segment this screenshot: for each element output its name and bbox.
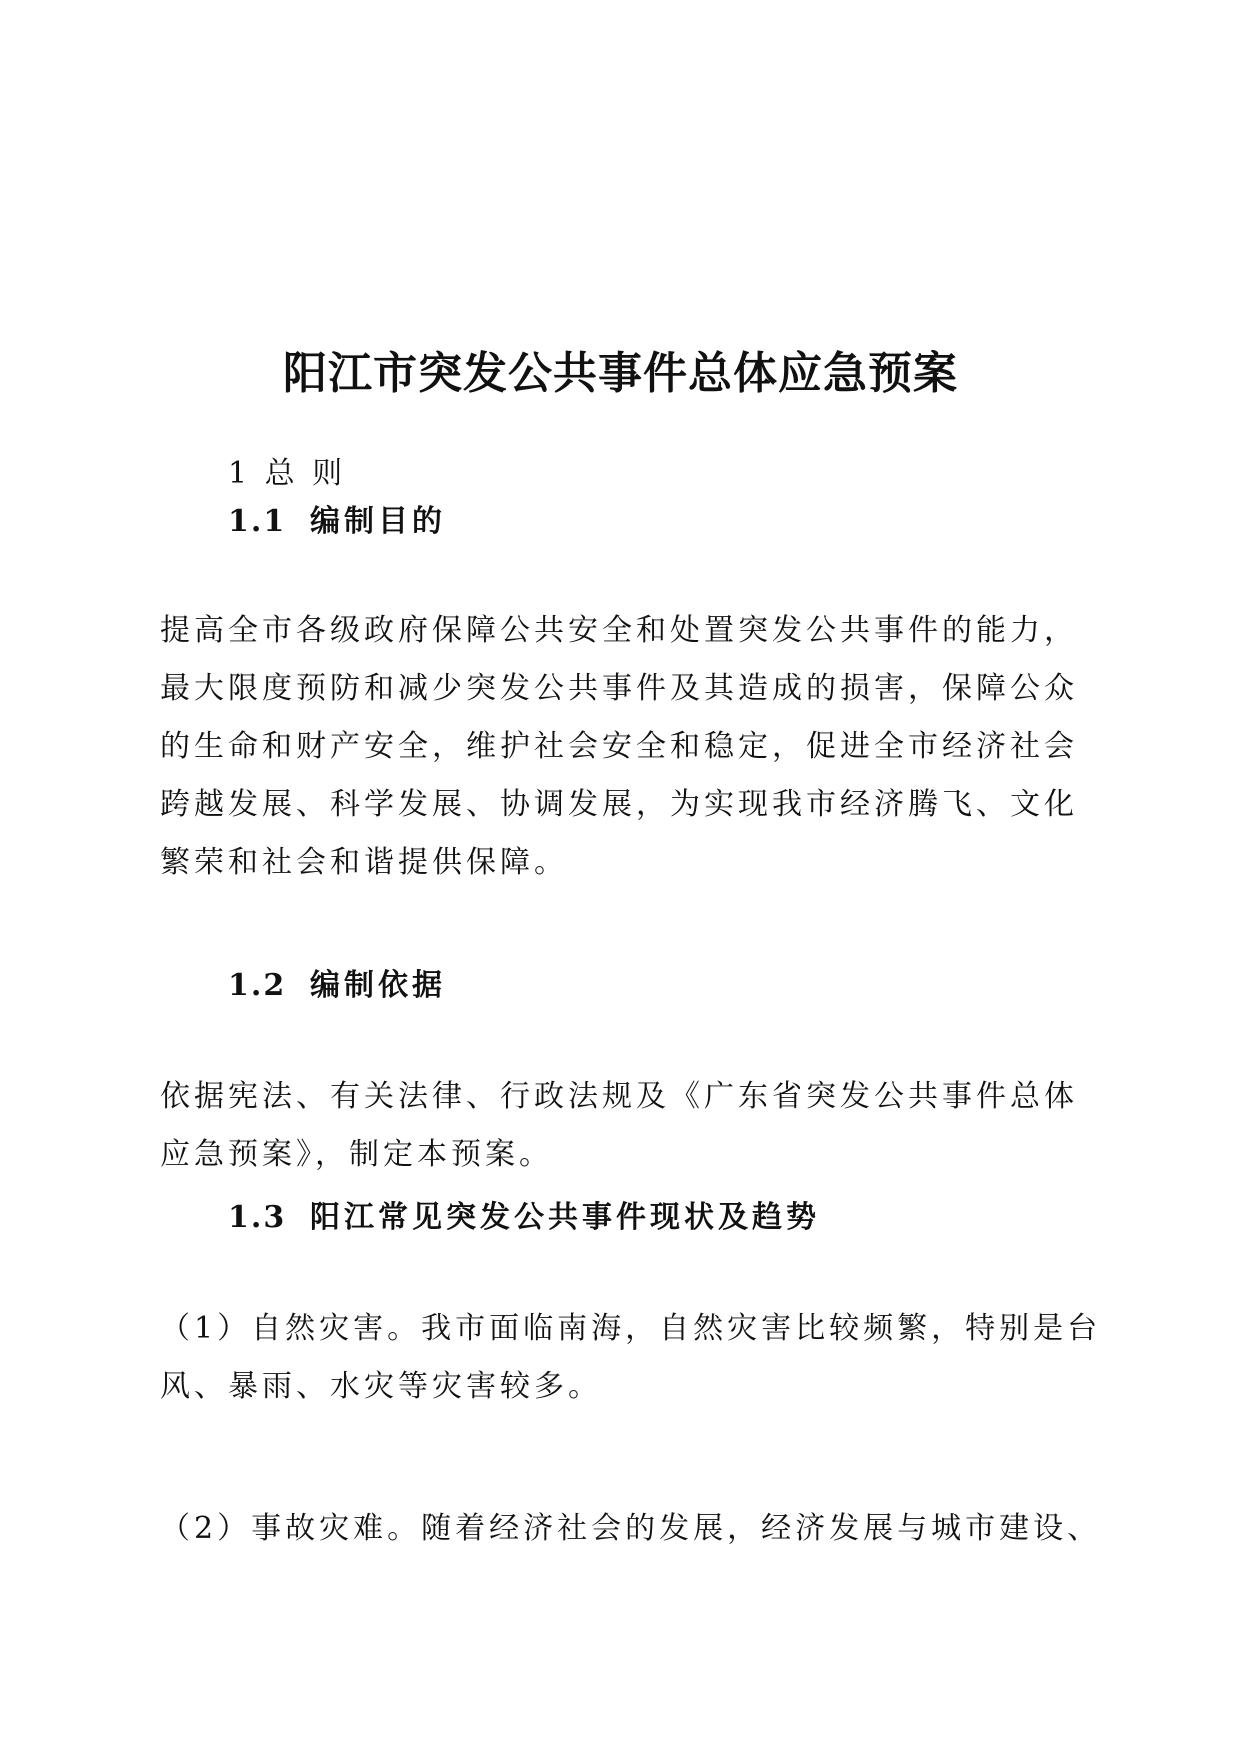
- section-heading-1-3: [228, 1198, 820, 1238]
- paragraph-line: 最大限度预防和减少突发公共事件及其造成的损害，保障公众: [160, 671, 1078, 706]
- paragraph-basis: [160, 1068, 1080, 1184]
- paragraph-line: 风、暴雨、水灾等灾害较多。: [160, 1369, 602, 1404]
- chapter-heading: 1 总 则: [228, 456, 347, 491]
- paragraph-line: 的生命和财产安全，维护社会安全和稳定，促进全市经济社会: [160, 729, 1078, 764]
- paragraph-purpose: [160, 602, 1080, 892]
- paragraph-line: 提高全市各级政府保障公共安全和处置突发公共事件的能力，: [160, 613, 1078, 648]
- paragraph-line: （2）事故灾难。随着经济社会的发展，经济发展与城市建设、: [160, 1511, 1102, 1546]
- section-heading-1-2: [228, 966, 446, 1006]
- paragraph-line: 依据宪法、有关法律、行政法规及《广东省突发公共事件总体: [160, 1079, 1078, 1114]
- paragraph-line: 繁荣和社会和谐提供保障。: [160, 845, 568, 880]
- section-number: 1.3: [228, 1200, 287, 1235]
- section-number: 1.2: [228, 968, 287, 1003]
- document-title: 阳江市突发公共事件总体应急预案: [283, 348, 958, 399]
- paragraph-natural-disasters: [160, 1300, 1102, 1416]
- section-title: 编制目的: [310, 504, 446, 539]
- paragraph-line: （1）自然灾害。我市面临南海，自然灾害比较频繁，特别是台: [160, 1311, 1102, 1346]
- paragraph-line: 跨越发展、科学发展、协调发展，为实现我市经济腾飞、文化: [160, 787, 1078, 822]
- paragraph-accidents: [160, 1500, 1102, 1558]
- section-heading-1-1: [228, 502, 446, 542]
- section-number: 1.1: [228, 504, 287, 539]
- section-title: 阳江常见突发公共事件现状及趋势: [310, 1200, 820, 1235]
- paragraph-line: 应急预案》，制定本预案。: [160, 1137, 553, 1172]
- section-title: 编制依据: [310, 968, 446, 1003]
